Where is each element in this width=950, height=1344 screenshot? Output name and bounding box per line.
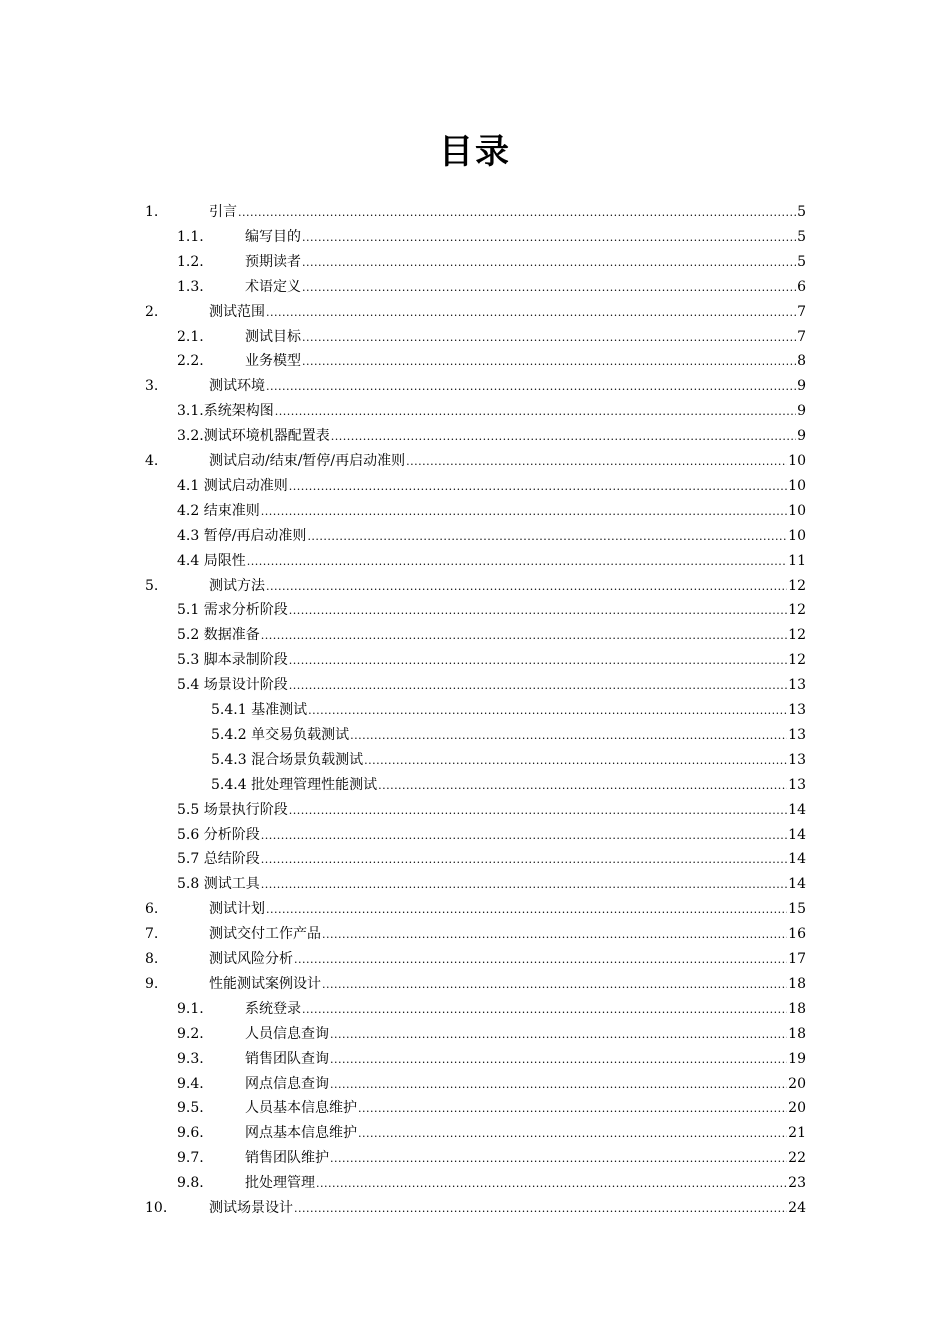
- toc-entry-title: 5.4.1 基准测试: [211, 702, 308, 718]
- toc-entry-number: 1.2.: [177, 253, 204, 270]
- toc-entry-number: 9.5.: [177, 1100, 204, 1117]
- toc-leader-dots: [302, 350, 796, 373]
- toc-entry-page-number: 5: [797, 204, 806, 220]
- toc-entry-page-number: 5: [797, 253, 806, 270]
- toc-entry[interactable]: [211, 773, 806, 797]
- toc-leader-dots: [275, 400, 796, 423]
- toc-entry[interactable]: [177, 275, 806, 299]
- toc-entry-number: 9.7.: [177, 1150, 204, 1167]
- toc-entry[interactable]: [177, 1121, 806, 1145]
- toc-entry-number: 2.2.: [177, 353, 204, 370]
- toc-leader-dots: [261, 500, 787, 523]
- toc-entry[interactable]: [145, 922, 806, 946]
- toc-entry-page-number: 22: [788, 1150, 806, 1167]
- toc-entry-number: 10.: [145, 1200, 168, 1216]
- toc-entry-page-number: 14: [788, 801, 806, 818]
- toc-entry-title: 4.3 暂停/再启动准则: [177, 527, 307, 544]
- toc-leader-dots: [330, 1073, 787, 1096]
- toc-entry[interactable]: [177, 1171, 806, 1195]
- toc-entry-page-number: 10: [788, 453, 806, 469]
- toc-entry-title: 网点信息查询: [245, 1075, 329, 1092]
- toc-entry[interactable]: [177, 349, 806, 373]
- toc-entry-title: 5.4.4 批处理管理性能测试: [211, 776, 378, 793]
- toc-entry-page-number: 18: [788, 975, 806, 992]
- toc-entry-page-number: 12: [788, 577, 806, 594]
- toc-leader-dots: [266, 898, 787, 921]
- toc-leader-dots: [261, 624, 787, 647]
- toc-entry-number: 9.8.: [177, 1175, 204, 1192]
- toc-leader-dots: [294, 1197, 787, 1220]
- toc-leader-dots: [350, 724, 787, 747]
- toc-entry-page-number: 23: [788, 1175, 806, 1192]
- toc-entry-number: 5.: [145, 577, 159, 594]
- toc-entry[interactable]: [177, 648, 806, 672]
- toc-entry-title: 5.3 脚本录制阶段: [177, 652, 288, 669]
- toc-entry[interactable]: [145, 449, 806, 473]
- toc-entry-title: 测试启动/结束/暂停/再启动准则: [209, 453, 406, 469]
- toc-leader-dots: [330, 1147, 787, 1170]
- toc-entry-title: 5.6 分析阶段: [177, 826, 260, 843]
- toc-entry-page-number: 13: [788, 776, 806, 793]
- toc-entry-page-number: 9: [797, 428, 806, 445]
- toc-entry-page-number: 17: [788, 951, 806, 967]
- toc-entry-title: 销售团队查询: [245, 1050, 329, 1067]
- toc-entry-page-number: 16: [788, 926, 806, 943]
- toc-entry-title: 术语定义: [245, 278, 301, 295]
- toc-entry[interactable]: [145, 300, 806, 324]
- toc-leader-dots: [331, 425, 796, 448]
- toc-entry[interactable]: [177, 524, 806, 548]
- toc-entry-title: 5.8 测试工具: [177, 876, 260, 893]
- toc-entry[interactable]: [177, 225, 806, 249]
- toc-entry[interactable]: [177, 474, 806, 498]
- toc-entry-title: 4.1 测试启动准则: [177, 477, 288, 494]
- toc-entry-title: 测试交付工作产品: [209, 926, 321, 943]
- toc-leader-dots: [302, 326, 796, 349]
- toc-leader-dots: [358, 1097, 787, 1120]
- toc-entry[interactable]: [177, 1072, 806, 1096]
- toc-entry-number: 8.: [145, 951, 159, 967]
- toc-entry[interactable]: [177, 1022, 806, 1046]
- toc-entry-title: 测试范围: [209, 303, 265, 320]
- toc-entry-title: 批处理管理: [245, 1175, 315, 1192]
- toc-leader-dots: [307, 525, 787, 548]
- toc-entry-title: 4.2 结束准则: [177, 502, 260, 519]
- toc-entry-number: 6.: [145, 901, 159, 918]
- toc-entry-page-number: 15: [788, 901, 806, 918]
- toc-entry-title: 3.1.系统架构图: [177, 403, 274, 420]
- toc-leader-dots: [266, 375, 796, 398]
- toc-entry-page-number: 6: [797, 278, 806, 295]
- toc-leader-dots: [330, 1048, 787, 1071]
- page-title: 目录: [439, 132, 511, 172]
- toc-entry[interactable]: [211, 698, 806, 722]
- toc-entry-page-number: 10: [788, 502, 806, 519]
- toc-leader-dots: [289, 599, 787, 622]
- toc-entry-number: 9.6.: [177, 1125, 204, 1142]
- toc-entry-page-number: 14: [788, 851, 806, 868]
- toc-entry-title: 测试方法: [209, 577, 265, 594]
- toc-entry-page-number: 13: [788, 751, 806, 768]
- toc-entry-number: 9.4.: [177, 1075, 204, 1092]
- toc-leader-dots: [330, 1023, 787, 1046]
- toc-entry-title: 人员信息查询: [245, 1025, 329, 1042]
- toc-leader-dots: [266, 575, 787, 598]
- toc-entry-page-number: 14: [788, 876, 806, 893]
- toc-entry-title: 5.1 需求分析阶段: [177, 602, 288, 619]
- toc-leader-dots: [302, 998, 787, 1021]
- toc-entry-page-number: 13: [788, 702, 806, 718]
- toc-entry-page-number: 12: [788, 602, 806, 619]
- toc-entry-title: 5.4.2 单交易负载测试: [211, 726, 350, 743]
- toc-entry-page-number: 18: [788, 1000, 806, 1017]
- toc-entry-page-number: 18: [788, 1025, 806, 1042]
- toc-entry-page-number: 9: [797, 378, 806, 395]
- toc-entry-title: 业务模型: [245, 353, 301, 370]
- toc-leader-dots: [358, 1122, 787, 1145]
- toc-leader-dots: [364, 749, 787, 772]
- toc-entry-number: 1.3.: [177, 278, 204, 295]
- toc-entry-page-number: 7: [797, 328, 806, 345]
- toc-leader-dots: [378, 774, 787, 797]
- toc-entry-title: 性能测试案例设计: [209, 975, 321, 992]
- toc-entry[interactable]: [177, 623, 806, 647]
- toc-entry[interactable]: [211, 723, 806, 747]
- toc-entry-number: 2.: [145, 303, 159, 320]
- toc-entry-title: 测试场景设计: [209, 1200, 293, 1216]
- toc-entry-page-number: 20: [788, 1075, 806, 1092]
- toc-entry-number: 1.1.: [177, 228, 204, 245]
- toc-entry-title: 测试计划: [209, 901, 265, 918]
- toc-entry[interactable]: [145, 200, 806, 224]
- toc-entry-title: 系统登录: [245, 1000, 301, 1017]
- toc-leader-dots: [289, 649, 787, 672]
- toc-entry-page-number: 7: [797, 303, 806, 320]
- toc-entry-title: 5.2 数据准备: [177, 627, 260, 644]
- toc-leader-dots: [266, 301, 796, 324]
- toc-entry-title: 3.2.测试环境机器配置表: [177, 428, 330, 445]
- toc-entry-number: 4.: [145, 453, 159, 469]
- toc-entry-page-number: 12: [788, 652, 806, 669]
- toc-entry-number: 2.1.: [177, 328, 204, 345]
- toc-entry-page-number: 24: [788, 1200, 806, 1216]
- toc-entry[interactable]: [177, 673, 806, 697]
- toc-leader-dots: [322, 973, 787, 996]
- toc-entry-page-number: 10: [788, 477, 806, 494]
- toc-leader-dots: [294, 948, 787, 971]
- toc-entry-title: 4.4 局限性: [177, 552, 246, 569]
- toc-entry-page-number: 11: [788, 552, 806, 569]
- toc-entry-number: 9.1.: [177, 1000, 204, 1017]
- toc-leader-dots: [238, 201, 796, 224]
- toc-entry[interactable]: [177, 872, 806, 896]
- toc-leader-dots: [289, 674, 787, 697]
- toc-entry-title: 5.4 场景设计阶段: [177, 677, 288, 694]
- toc-entry-page-number: 10: [788, 527, 806, 544]
- toc-entry-page-number: 14: [788, 826, 806, 843]
- toc-entry-title: 销售团队维护: [245, 1150, 329, 1167]
- toc-entry-number: 7.: [145, 926, 159, 943]
- toc-entry[interactable]: [145, 972, 806, 996]
- toc-entry[interactable]: [177, 1096, 806, 1120]
- toc-entry[interactable]: [145, 1196, 806, 1220]
- toc-entry-page-number: 12: [788, 627, 806, 644]
- toc-entry-title: 测试目标: [245, 328, 301, 345]
- toc-leader-dots: [289, 475, 787, 498]
- toc-leader-dots: [406, 450, 787, 473]
- toc-entry-number: 9.: [145, 975, 159, 992]
- toc-entry-number: 9.2.: [177, 1025, 204, 1042]
- toc-entry-title: 引言: [209, 204, 237, 220]
- toc-leader-dots: [302, 226, 796, 249]
- toc-entry-title: 测试环境: [209, 378, 265, 395]
- toc-entry-title: 测试风险分析: [209, 951, 293, 967]
- toc-leader-dots: [261, 848, 787, 871]
- toc-entry-page-number: 8: [797, 353, 806, 370]
- toc-leader-dots: [316, 1172, 787, 1195]
- toc-entry[interactable]: [177, 1146, 806, 1170]
- toc-entry-page-number: 13: [788, 677, 806, 694]
- toc-entry-number: 1.: [145, 204, 159, 220]
- toc-entry[interactable]: [177, 399, 806, 423]
- toc-leader-dots: [302, 251, 796, 274]
- toc-entry[interactable]: [145, 947, 806, 971]
- toc-entry-title: 5.7 总结阶段: [177, 851, 260, 868]
- toc-entry[interactable]: [211, 748, 806, 772]
- toc-entry[interactable]: [177, 798, 806, 822]
- toc-leader-dots: [261, 873, 787, 896]
- toc-entry[interactable]: [145, 574, 806, 598]
- toc-entry-page-number: 19: [788, 1050, 806, 1067]
- toc-entry-number: 3.: [145, 378, 159, 395]
- toc-leader-dots: [302, 276, 796, 299]
- toc-entry-title: 人员基本信息维护: [245, 1100, 357, 1117]
- toc-entry[interactable]: [177, 250, 806, 274]
- toc-entry[interactable]: [145, 897, 806, 921]
- toc-leader-dots: [322, 923, 787, 946]
- toc-entry-page-number: 13: [788, 726, 806, 743]
- toc-leader-dots: [308, 699, 787, 722]
- toc-entry-page-number: 5: [797, 228, 806, 245]
- toc-entry-page-number: 20: [788, 1100, 806, 1117]
- toc-entry[interactable]: [177, 325, 806, 349]
- toc-entry[interactable]: [177, 598, 806, 622]
- toc-entry-title: 5.5 场景执行阶段: [177, 801, 288, 818]
- toc-entry[interactable]: [177, 499, 806, 523]
- toc-entry[interactable]: [177, 847, 806, 871]
- toc-entry-title: 预期读者: [245, 253, 301, 270]
- toc-entry-title: 编写目的: [245, 228, 301, 245]
- toc-entry[interactable]: [177, 997, 806, 1021]
- toc-entry[interactable]: [177, 823, 806, 847]
- toc-leader-dots: [261, 824, 787, 847]
- toc-entry[interactable]: [177, 549, 806, 573]
- toc-leader-dots: [247, 550, 787, 573]
- toc-entry-title: 5.4.3 混合场景负载测试: [211, 751, 364, 768]
- toc-entry[interactable]: [177, 1047, 806, 1071]
- toc-entry[interactable]: [177, 424, 806, 448]
- toc-entry-page-number: 9: [797, 403, 806, 420]
- toc-entry-page-number: 21: [788, 1125, 806, 1142]
- toc-entry-title: 网点基本信息维护: [245, 1125, 357, 1142]
- toc-entry[interactable]: [145, 374, 806, 398]
- toc-entry-number: 9.3.: [177, 1050, 204, 1067]
- toc-leader-dots: [289, 799, 787, 822]
